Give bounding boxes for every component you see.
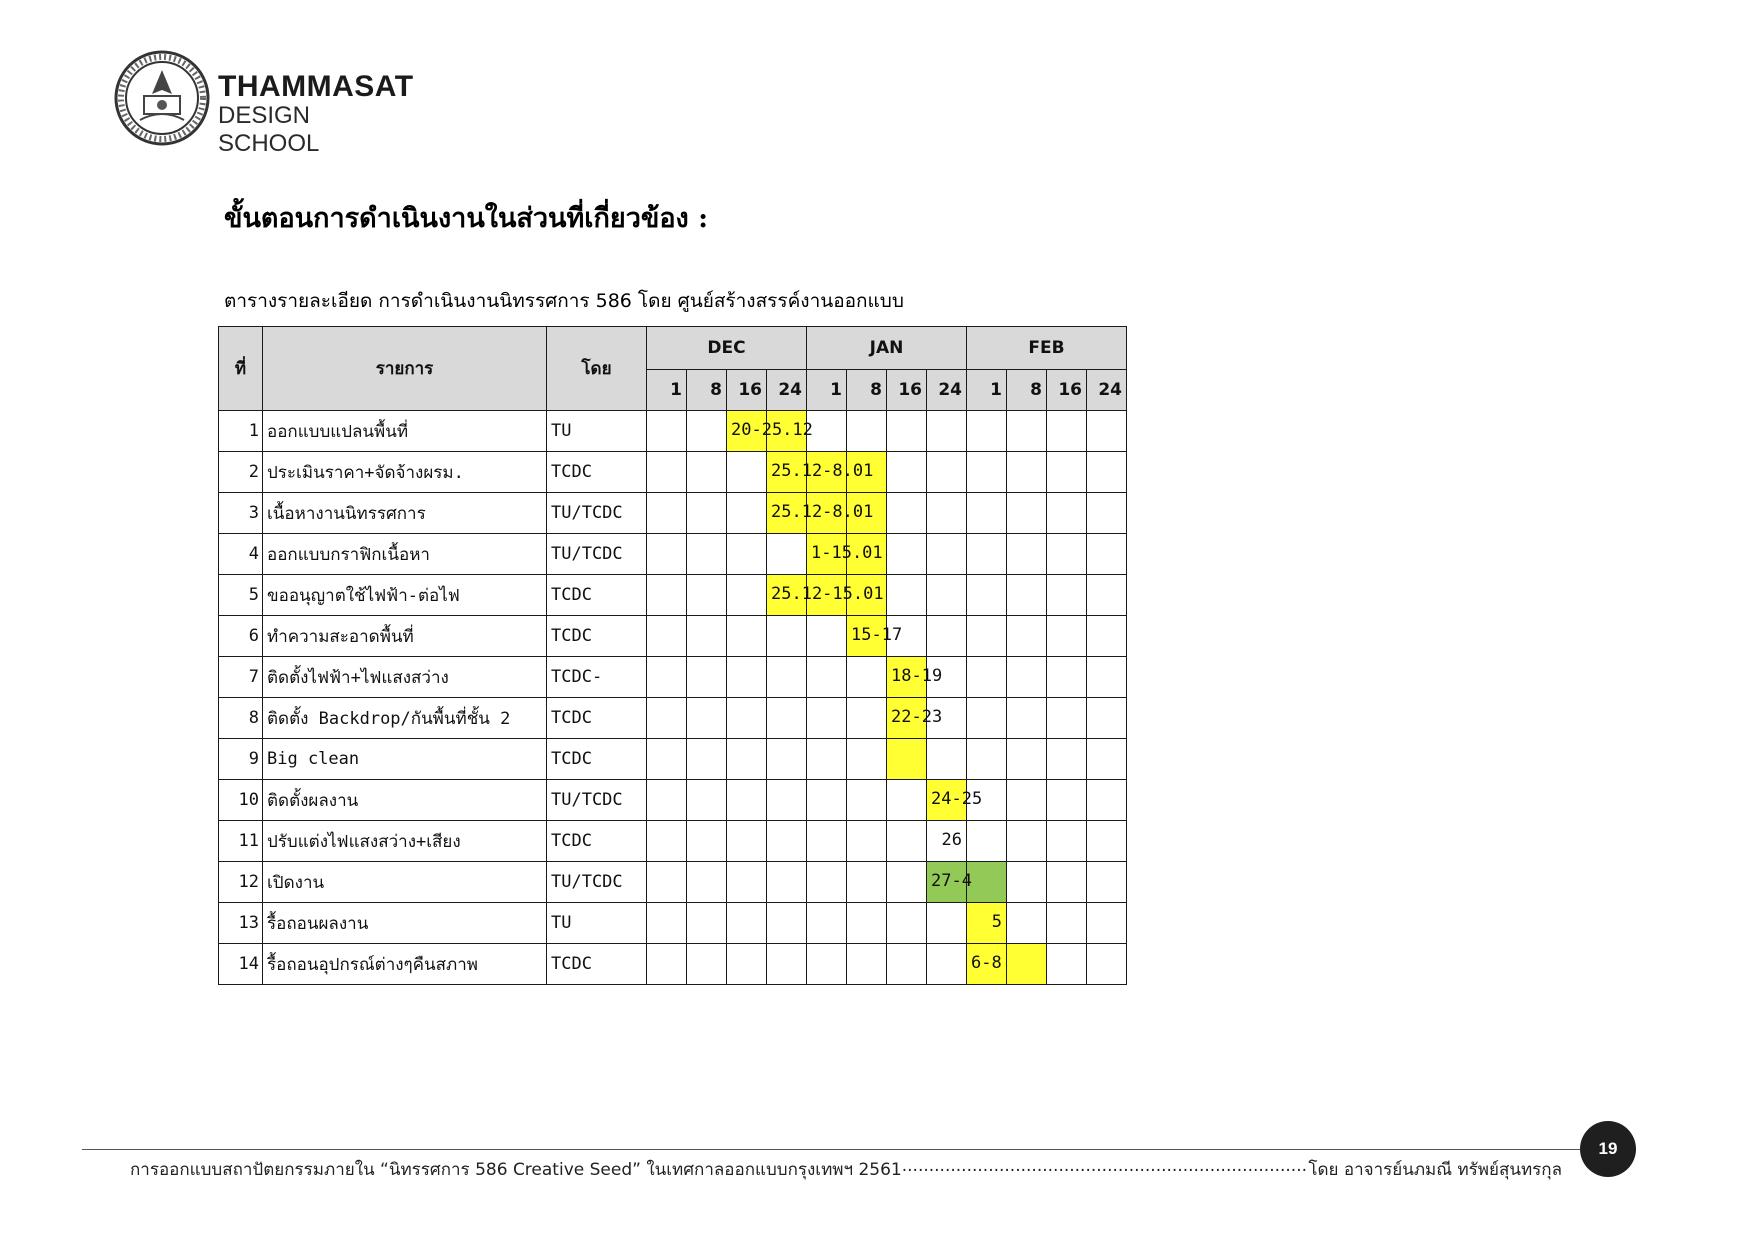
week-header: 8	[847, 370, 887, 411]
row-responsible: TCDC	[547, 616, 647, 657]
row-number: 11	[219, 821, 263, 862]
row-item: ติดตั้งไฟฟ้า+ไฟแสงสว่าง	[263, 657, 547, 698]
row-number: 5	[219, 575, 263, 616]
timeline-cell	[887, 821, 927, 862]
timeline-cell	[767, 739, 807, 780]
timeline-cell	[687, 739, 727, 780]
timeline-cell	[847, 493, 887, 534]
bar-label: 27-4	[931, 871, 972, 891]
timeline-cell	[1087, 534, 1127, 575]
timeline-cell	[1047, 534, 1087, 575]
timeline-cell	[887, 698, 943, 739]
timeline-cell	[927, 780, 983, 821]
row-item: ติดตั้ง Backdrop/กันพื้นที่ชั้น 2	[263, 698, 547, 739]
timeline-cell	[727, 493, 767, 534]
timeline-cell	[687, 411, 727, 452]
timeline-cell	[1007, 657, 1047, 698]
timeline-cell	[847, 575, 887, 616]
university-seal-icon	[114, 50, 210, 146]
timeline-cell	[807, 944, 847, 985]
row-responsible: TU/TCDC	[547, 780, 647, 821]
timeline-cell	[1047, 616, 1087, 657]
row-responsible: TU/TCDC	[547, 493, 647, 534]
timeline-cell	[647, 903, 687, 944]
footer-author: โดย อาจารย์นภมณี ทรัพย์สุนทรกุล	[1308, 1160, 1562, 1180]
week-header: 8	[1007, 370, 1047, 411]
bar-label: 25.12-8.01	[771, 502, 874, 522]
timeline-cell	[927, 903, 967, 944]
timeline-cell	[647, 698, 687, 739]
timeline-cell	[967, 616, 1007, 657]
week-header: 16	[887, 370, 927, 411]
timeline-cell	[887, 739, 927, 780]
timeline-cell	[687, 534, 727, 575]
week-header: 24	[927, 370, 967, 411]
row-responsible: TU/TCDC	[547, 862, 647, 903]
timeline-cell	[807, 903, 847, 944]
timeline-cell	[727, 903, 767, 944]
timeline-cell	[927, 493, 967, 534]
timeline-cell	[767, 534, 807, 575]
table-row	[219, 698, 1127, 739]
bar-label: 6-8	[971, 953, 1002, 973]
timeline-cell	[687, 862, 727, 903]
timeline-cell	[687, 616, 727, 657]
timeline-cell	[967, 493, 1007, 534]
timeline-cell	[887, 780, 927, 821]
timeline-cell	[647, 493, 687, 534]
table-row	[219, 739, 1127, 780]
timeline-cell	[1007, 534, 1047, 575]
timeline-cell	[967, 780, 1007, 821]
bar-label: 18-19	[891, 666, 943, 686]
row-responsible: TU/TCDC	[547, 534, 647, 575]
header-month-jan: JAN	[807, 327, 967, 370]
timeline-cell	[767, 493, 874, 534]
timeline-cell	[1047, 575, 1087, 616]
timeline-cell	[927, 534, 967, 575]
row-item: ขออนุญาตใช้ไฟฟ้า-ต่อไฟ	[263, 575, 547, 616]
timeline-cell	[847, 657, 887, 698]
timeline-cell	[1047, 657, 1087, 698]
timeline-cell	[727, 534, 767, 575]
timeline-cell	[1007, 698, 1047, 739]
timeline-cell	[927, 944, 967, 985]
timeline-cell	[687, 698, 727, 739]
table-row	[219, 452, 1127, 493]
timeline-cell	[887, 616, 927, 657]
row-responsible: TCDC	[547, 452, 647, 493]
timeline-cell	[687, 780, 727, 821]
page-footer	[130, 1156, 1562, 1183]
timeline-cell	[687, 575, 727, 616]
timeline-cell	[1047, 411, 1087, 452]
timeline-cell	[967, 452, 1007, 493]
row-number: 13	[219, 903, 263, 944]
row-item: รื้อถอนผลงาน	[263, 903, 547, 944]
timeline-cell	[727, 698, 767, 739]
timeline-cell	[767, 657, 807, 698]
gantt-table-container	[218, 326, 1127, 985]
header-month-feb: FEB	[967, 327, 1127, 370]
week-header: 16	[727, 370, 767, 411]
timeline-cell	[647, 616, 687, 657]
timeline-cell	[1047, 780, 1087, 821]
timeline-cell	[967, 862, 1007, 903]
timeline-cell	[687, 493, 727, 534]
row-responsible: TCDC	[547, 944, 647, 985]
timeline-cell	[1007, 411, 1047, 452]
footer-title: การออกแบบสถาปัตยกรรมภายใน “นิทรรศการ 586 Creative Seed” ในเทศกาลออกแบบกรุงเทพฯ 2561	[130, 1160, 902, 1180]
timeline-cell	[767, 821, 807, 862]
timeline-cell	[847, 534, 887, 575]
timeline-cell	[847, 780, 887, 821]
timeline-cell	[727, 411, 813, 452]
week-header: 24	[1087, 370, 1127, 411]
row-number: 12	[219, 862, 263, 903]
row-item: Big clean	[263, 739, 547, 780]
timeline-cell	[927, 452, 967, 493]
timeline-cell	[807, 452, 847, 493]
timeline-cell	[767, 575, 884, 616]
bar-label: 22-23	[891, 707, 943, 727]
timeline-cell	[967, 698, 1007, 739]
timeline-cell	[927, 739, 967, 780]
timeline-cell	[647, 452, 687, 493]
bar-label: 15-17	[851, 625, 903, 645]
footer-leader-dots	[902, 1156, 1309, 1183]
timeline-cell	[727, 739, 767, 780]
row-responsible: TU	[547, 903, 647, 944]
row-item: ออกแบบแปลนพื้นที่	[263, 411, 547, 452]
header-item: รายการ	[263, 327, 547, 411]
table-row	[219, 821, 1127, 862]
week-header: 8	[687, 370, 727, 411]
footer-rule	[82, 1149, 1592, 1150]
timeline-cell	[887, 411, 927, 452]
timeline-cell	[767, 780, 807, 821]
timeline-cell	[687, 821, 727, 862]
row-number: 3	[219, 493, 263, 534]
timeline-cell	[847, 616, 903, 657]
logo-line-2: DESIGN SCHOOL	[218, 102, 320, 157]
table-row	[219, 780, 1127, 821]
timeline-cell	[927, 862, 972, 903]
row-responsible: TCDC	[547, 698, 647, 739]
timeline-cell	[847, 862, 887, 903]
timeline-cell	[887, 452, 927, 493]
timeline-cell	[847, 739, 887, 780]
row-item: เปิดงาน	[263, 862, 547, 903]
timeline-cell	[1007, 903, 1047, 944]
week-header: 1	[807, 370, 847, 411]
timeline-cell	[1087, 698, 1127, 739]
timeline-cell	[927, 698, 967, 739]
timeline-cell	[967, 821, 1007, 862]
row-item: ทำความสะอาดพื้นที่	[263, 616, 547, 657]
timeline-cell	[687, 657, 727, 698]
row-responsible: TCDC-	[547, 657, 647, 698]
bar-label: 20-25.12	[731, 420, 813, 440]
timeline-cell	[767, 944, 807, 985]
timeline-cell	[1087, 780, 1127, 821]
timeline-cell	[1087, 575, 1127, 616]
timeline-cell	[1087, 657, 1127, 698]
timeline-cell	[927, 575, 967, 616]
timeline-cell	[807, 780, 847, 821]
table-row	[219, 944, 1127, 985]
header-month-dec: DEC	[647, 327, 807, 370]
timeline-cell	[807, 739, 847, 780]
table-row	[219, 616, 1127, 657]
timeline-cell	[847, 903, 887, 944]
row-item: ติดตั้งผลงาน	[263, 780, 547, 821]
row-number: 8	[219, 698, 263, 739]
timeline-cell	[847, 944, 887, 985]
gantt-body	[219, 411, 1127, 985]
timeline-cell	[967, 534, 1007, 575]
timeline-cell	[1007, 821, 1047, 862]
header-by: โดย	[547, 327, 647, 411]
timeline-cell	[687, 903, 727, 944]
timeline-cell	[847, 698, 887, 739]
timeline-cell	[767, 616, 807, 657]
timeline-cell	[967, 944, 1007, 985]
timeline-cell	[1007, 575, 1047, 616]
timeline-cell	[807, 616, 847, 657]
timeline-cell	[1007, 493, 1047, 534]
timeline-cell	[727, 616, 767, 657]
timeline-cell	[847, 821, 887, 862]
timeline-cell	[1007, 616, 1047, 657]
timeline-cell	[927, 616, 967, 657]
section-heading: ขั้นตอนการดำเนินงานในส่วนที่เกี่ยวข้อง :	[224, 203, 709, 234]
timeline-cell	[1087, 862, 1127, 903]
timeline-cell	[807, 821, 847, 862]
timeline-cell	[727, 452, 767, 493]
timeline-cell	[807, 657, 847, 698]
row-item: เนื้อหางานนิทรรศการ	[263, 493, 547, 534]
timeline-cell	[887, 534, 927, 575]
row-number: 10	[219, 780, 263, 821]
row-number: 1	[219, 411, 263, 452]
row-item: ออกแบบกราฟิกเนื้อหา	[263, 534, 547, 575]
row-number: 9	[219, 739, 263, 780]
timeline-cell	[887, 903, 927, 944]
timeline-cell	[647, 739, 687, 780]
row-responsible: TU	[547, 411, 647, 452]
week-header: 1	[647, 370, 687, 411]
week-header: 24	[767, 370, 807, 411]
row-item: ประเมินราคา+จัดจ้างผรม.	[263, 452, 547, 493]
table-row	[219, 575, 1127, 616]
timeline-cell	[807, 493, 847, 534]
timeline-cell	[887, 575, 927, 616]
week-header: 16	[1047, 370, 1087, 411]
bar-label: 5	[991, 912, 1002, 932]
timeline-cell	[887, 944, 927, 985]
timeline-cell	[1047, 903, 1087, 944]
row-responsible: TCDC	[547, 739, 647, 780]
timeline-cell	[887, 493, 927, 534]
page-number-badge: 19	[1580, 1121, 1636, 1177]
timeline-cell	[1007, 862, 1047, 903]
timeline-cell	[727, 780, 767, 821]
timeline-cell	[807, 698, 847, 739]
table-row	[219, 657, 1127, 698]
timeline-cell	[887, 862, 927, 903]
row-number: 4	[219, 534, 263, 575]
timeline-cell	[967, 575, 1007, 616]
timeline-cell	[687, 944, 727, 985]
timeline-cell	[1087, 944, 1127, 985]
row-number: 7	[219, 657, 263, 698]
row-number: 2	[219, 452, 263, 493]
timeline-cell	[967, 903, 1007, 944]
logo-line-1: THAMMASAT	[218, 70, 414, 103]
timeline-cell	[727, 862, 767, 903]
school-logo	[114, 50, 414, 157]
week-header: 1	[967, 370, 1007, 411]
timeline-cell	[927, 821, 967, 862]
timeline-cell	[1047, 739, 1087, 780]
timeline-cell	[647, 411, 687, 452]
timeline-cell	[767, 862, 807, 903]
timeline-cell	[647, 821, 687, 862]
timeline-cell	[647, 575, 687, 616]
row-responsible: TCDC	[547, 575, 647, 616]
table-row	[219, 411, 1127, 452]
header-no: ที่	[219, 327, 263, 411]
row-item: ปรับแต่งไฟแสงสว่าง+เสียง	[263, 821, 547, 862]
row-item: รื้อถอนอุปกรณ์ต่างๆคืนสภาพ	[263, 944, 547, 985]
timeline-cell	[887, 657, 943, 698]
timeline-cell	[1007, 944, 1047, 985]
timeline-cell	[1047, 862, 1087, 903]
timeline-cell	[967, 657, 1007, 698]
row-number: 6	[219, 616, 263, 657]
timeline-cell	[727, 821, 767, 862]
row-number: 14	[219, 944, 263, 985]
timeline-cell	[1087, 493, 1127, 534]
timeline-cell	[847, 411, 887, 452]
gantt-table	[218, 326, 1127, 985]
timeline-cell	[1047, 452, 1087, 493]
bar-label: 25.12-15.01	[771, 584, 884, 604]
table-row	[219, 534, 1127, 575]
timeline-cell	[767, 411, 807, 452]
timeline-cell	[1087, 411, 1127, 452]
timeline-cell	[1087, 452, 1127, 493]
timeline-cell	[1087, 821, 1127, 862]
bar-label: 1-15.01	[811, 543, 883, 563]
timeline-cell	[1087, 903, 1127, 944]
timeline-cell	[647, 534, 687, 575]
timeline-cell	[647, 944, 687, 985]
bar-label: 24-25	[931, 789, 983, 809]
timeline-cell	[1087, 616, 1127, 657]
timeline-cell	[727, 575, 767, 616]
bar-label: 25.12-8.01	[771, 461, 874, 481]
timeline-cell	[807, 862, 847, 903]
timeline-cell	[1087, 739, 1127, 780]
timeline-cell	[727, 944, 767, 985]
timeline-cell	[647, 780, 687, 821]
table-row	[219, 862, 1127, 903]
timeline-cell	[927, 411, 967, 452]
timeline-cell	[967, 739, 1007, 780]
bar-label: 26	[941, 830, 962, 850]
timeline-cell	[767, 903, 807, 944]
timeline-cell	[647, 657, 687, 698]
timeline-cell	[767, 698, 807, 739]
timeline-cell	[1007, 780, 1047, 821]
row-responsible: TCDC	[547, 821, 647, 862]
table-row	[219, 903, 1127, 944]
timeline-cell	[847, 452, 887, 493]
timeline-cell	[1007, 739, 1047, 780]
timeline-cell	[767, 452, 874, 493]
timeline-cell	[807, 411, 847, 452]
table-caption: ตารางรายละเอียด การดำเนินงานนิทรรศการ 586 โดย ศูนย์สร้างสรรค์งานออกแบบ	[224, 290, 904, 312]
timeline-cell	[727, 657, 767, 698]
timeline-cell	[927, 657, 967, 698]
timeline-cell	[1047, 821, 1087, 862]
timeline-cell	[1047, 493, 1087, 534]
timeline-cell	[967, 411, 1007, 452]
timeline-cell	[807, 534, 883, 575]
timeline-cell	[647, 862, 687, 903]
timeline-cell	[687, 452, 727, 493]
timeline-cell	[1047, 944, 1087, 985]
timeline-cell	[1007, 452, 1047, 493]
timeline-cell	[1047, 698, 1087, 739]
timeline-cell	[807, 575, 847, 616]
table-row	[219, 493, 1127, 534]
